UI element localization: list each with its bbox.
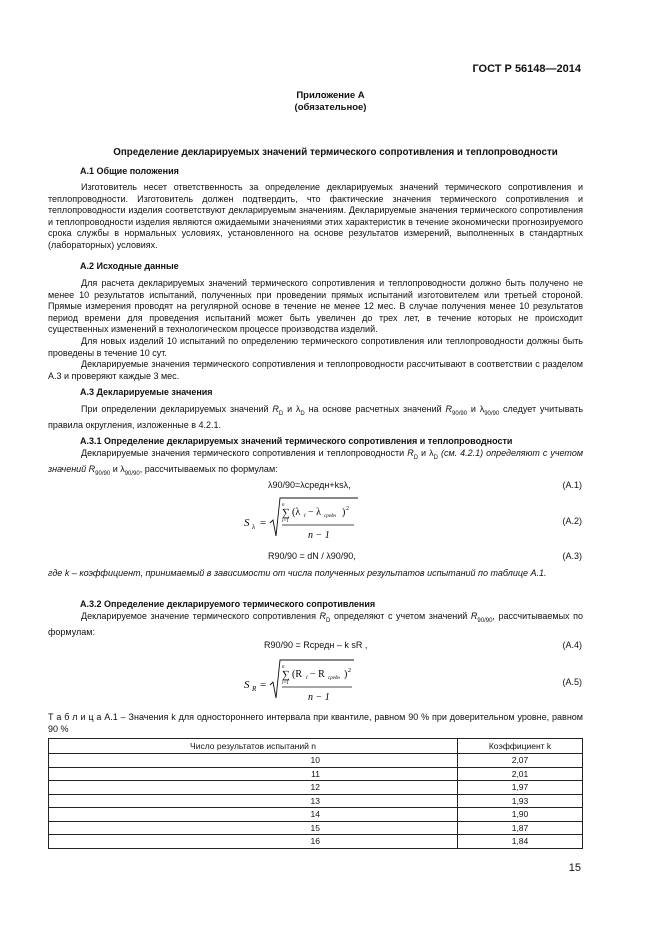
table-row <box>49 821 583 835</box>
svg-text:=: = <box>260 679 267 691</box>
cell-k: 2,07 <box>458 754 583 768</box>
coefficient-table <box>48 738 583 849</box>
paragraph: Декларируемые значения термического сопротивления и теплопроводности $R_D$ и $\lambda_D$ (см. 4.2.1) определяют с учетом значений $R_{90/90}$ и $\lambda_{90/90}$, рассчитываемых по формулам: <box>48 448 584 478</box>
svg-text:i: i <box>304 513 306 519</box>
cell-n: 11 <box>49 767 458 781</box>
svg-text:R: R <box>252 685 257 693</box>
cell-n: 14 <box>49 808 458 822</box>
cell-k: 1,90 <box>458 808 583 822</box>
cell-k: 1,84 <box>458 835 583 849</box>
table-caption <box>48 712 583 735</box>
svg-text:n − 1: n − 1 <box>308 692 330 703</box>
section-a31-heading: А.3.1 Определение декларируемых значений термического сопротивления и теплопроводности <box>80 436 513 446</box>
table-row <box>49 835 583 849</box>
svg-text:средн: средн <box>328 676 340 681</box>
svg-text:средн: средн <box>324 514 336 519</box>
column-header-n: Число результатов испытаний n <box>49 739 458 754</box>
formula-a5-std-dev-r <box>240 658 360 704</box>
svg-text:i=1: i=1 <box>282 681 289 686</box>
paragraph: При определении декларируемых значений $R_D$ и $\lambda_D$ на основе расчетных значений $R_{90/90}$ и $\lambda_{90/90}$ следует учитывать правила округления, изложенные в 4.2.1. <box>48 404 584 431</box>
svg-text:): ) <box>344 669 348 680</box>
formula-a4-number: (А.4) <box>562 640 582 650</box>
paragraph: Декларируемые значения термического сопротивления и теплопроводности рассчитывают в соответствии с разделом А.3 и проверяют каждые 3 мес. <box>48 359 583 381</box>
svg-text:): ) <box>342 507 346 518</box>
svg-text:i: i <box>306 675 308 681</box>
svg-text:n − 1: n − 1 <box>308 530 330 541</box>
paragraph: Декларируемое значение термического сопротивления $R_D$ определяют с учетом значений $R_{90/90}$, рассчитываемых по формулам: <box>48 611 583 638</box>
annex-title: Приложение А <box>296 90 365 101</box>
formula-a1-number: (А.1) <box>562 480 582 490</box>
section-a32-heading: А.3.2 Определение декларируемого термического сопротивления <box>80 599 376 609</box>
standard-number: ГОСТ Р 56148—2014 <box>472 63 581 75</box>
svg-text:∑: ∑ <box>282 507 290 519</box>
formula-a5-number: (А.5) <box>562 677 582 687</box>
table-row <box>49 754 583 768</box>
page-number: 15 <box>568 862 581 874</box>
annex-heading <box>0 90 661 114</box>
formula-a3-number: (А.3) <box>562 551 582 561</box>
svg-text:∑: ∑ <box>282 669 290 681</box>
section-a32-text <box>48 611 583 639</box>
formula-a4: R90/90 = Rсредн – k sR , <box>264 640 368 650</box>
svg-text:n: n <box>282 503 285 508</box>
table-row <box>49 794 583 808</box>
cell-k: 1,93 <box>458 794 583 808</box>
cell-n: 12 <box>49 781 458 795</box>
svg-text:2: 2 <box>346 506 349 512</box>
paragraph: Изготовитель несет ответственность за определение декларируемых значений термического сопротивления и теплопроводности. Изготовитель должен подтвердить, что фактические значения термического сопротивления и теплопроводности изделия соответствуют декларируемым значениям. Декларируемые значения термического сопротивления и теплопроводности изделия являются ожидаемыми значениями этих характеристик в течение экономически прогнозируемого срока службы в нормальных условиях, установленного на основе результатов измерений, выполненных в стандартных (лабораторных) условиях. <box>48 182 583 250</box>
main-title: Определение декларируемых значений термического сопротивления и теплопроводности <box>113 147 558 158</box>
cell-k: 2,01 <box>458 767 583 781</box>
table-header-row <box>49 739 583 754</box>
section-a3-heading: А.3 Декларируемые значения <box>80 387 213 397</box>
svg-text:(R: (R <box>292 669 302 680</box>
section-a3-text <box>48 404 583 432</box>
formula-a2-number: (А.2) <box>562 516 582 526</box>
column-header-k: Коэффициент k <box>458 739 583 754</box>
section-a1-text <box>48 182 583 252</box>
svg-text:i=1: i=1 <box>282 519 289 524</box>
paragraph: Для расчета декларируемых значений термического сопротивления и теплопроводности должно быть получено не менее 10 результатов испытаний, полученных при проведении прямых испытаний изготовителем или третьей стороной. Прямые измерения проводят на регулярной основе в течение не менее 12 мес. В случае получения менее 10 результатов период времени для проведения испытаний может быть увеличен до трех лет, в течение которых не происходит существенных изменений в технологическом процессе производства изделий. <box>48 278 583 335</box>
paragraph: Т а б л и ц а А.1 – Значения k для одностороннего интервала при квантиле, равном 90 % при доверительном уровне, равном 90 % <box>48 712 583 734</box>
formula-explanation <box>48 568 583 580</box>
table-row <box>49 767 583 781</box>
cell-n: 16 <box>49 835 458 849</box>
svg-text:− R: − R <box>310 669 325 680</box>
annex-status: (обязательное) <box>294 102 367 113</box>
cell-k: 1,87 <box>458 821 583 835</box>
svg-text:λ: λ <box>252 523 256 531</box>
section-a2-text <box>48 278 583 382</box>
formula-a1: λ90/90=λсредн+ksλ, <box>268 480 351 490</box>
svg-text:2: 2 <box>348 668 351 674</box>
section-a2-heading: А.2 Исходные данные <box>80 261 179 271</box>
cell-k: 1,97 <box>458 781 583 795</box>
section-a1-heading: А.1 Общие положения <box>80 166 179 176</box>
svg-text:S: S <box>244 679 250 691</box>
formula-a3: R90/90 = dN / λ90/90, <box>268 551 356 561</box>
svg-text:n: n <box>282 665 285 670</box>
section-a31-text <box>48 448 583 481</box>
table-row <box>49 781 583 795</box>
cell-n: 13 <box>49 794 458 808</box>
svg-text:=: = <box>260 517 267 529</box>
formula-a2-std-dev-lambda <box>240 496 360 542</box>
paragraph: Для новых изделий 10 испытаний по определению термического сопротивления или теплопроводности должны быть проведены в течение 10 сут. <box>48 335 583 358</box>
svg-text:S: S <box>244 517 250 529</box>
paragraph: где k – коэффициент, принимаемый в зависимости от числа полученных результатов испытаний по таблице А.1. <box>48 568 547 578</box>
cell-n: 15 <box>49 821 458 835</box>
table-row <box>49 808 583 822</box>
cell-n: 10 <box>49 754 458 768</box>
svg-text:(λ: (λ <box>292 507 301 518</box>
svg-text:− λ: − λ <box>308 507 321 518</box>
